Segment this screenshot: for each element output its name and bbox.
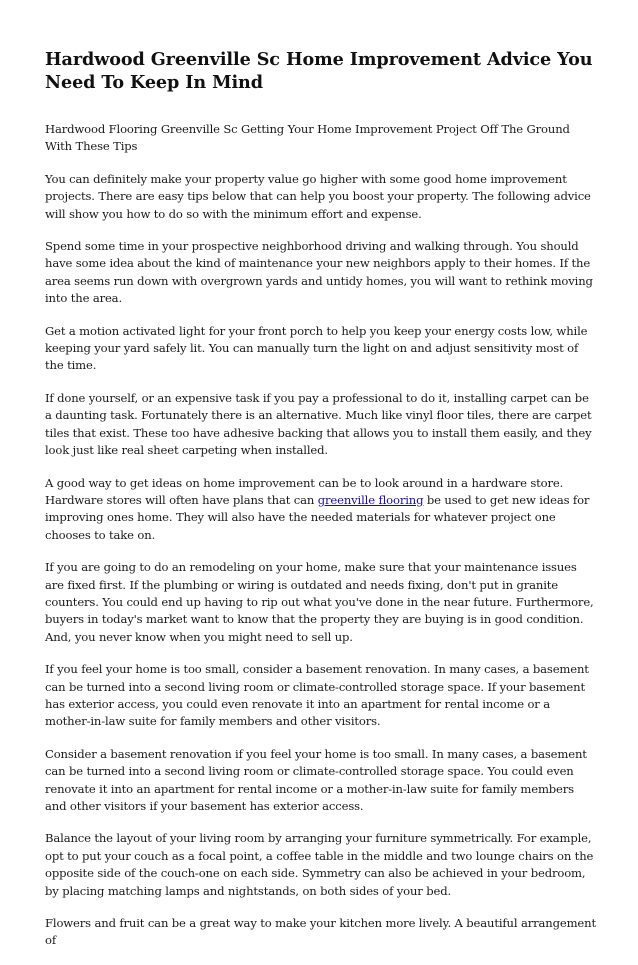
intro-paragraph: You can definitely make your property value go higher with some good home improvement projects. There are easy tips below that can help you boost your property. The following advice will show you how to do so with the minimum effort and expense.: [45, 171, 591, 221]
living-room-paragraph: Balance the layout of your living room by arranging your furniture symmetrically. For example, opt to put your couch as a focal point, a coffee table in the middle and two lounge chairs on the opposite side of the couch-one on each side. Symmetry can also be achieved in your bedroom, by placing matching lamps and nightstands, on both sides of your bed.: [45, 831, 594, 898]
document-page: [45, 48, 597, 965]
carpet-paragraph: If done yourself, or an expensive task if you pay a professional to do it, installing carpet can be a daunting task. Fortunately there is an alternative. Much like vinyl floor tiles, there are carpet tiles that exist. These too have adhesive backing that allows you to install them easily, and they look just like real sheet carpeting when installed.: [45, 390, 592, 458]
kitchen-paragraph: Flowers and fruit can be a great way to make your kitchen more lively. A beautiful arrangement of: [45, 916, 596, 948]
document-title: Hardwood Greenville Sc Home Improvement Advice You Need To Keep In Mind: [45, 49, 593, 93]
subtitle-paragraph: Hardwood Flooring Greenville Sc Getting Your Home Improvement Project Off The Ground With These Tips: [45, 122, 570, 154]
motion-light-paragraph: Get a motion activated light for your front porch to help you keep your energy costs low, while keeping your yard safely lit. You can manually turn the light on and adjust sensitivity most of the time.: [45, 323, 588, 373]
hardware-store-paragraph: [45, 475, 597, 545]
neighborhood-paragraph: Spend some time in your prospective neighborhood driving and walking through. You should have some idea about the kind of maintenance your new neighbors apply to their homes. If the area seems run down with overgrown yards and untidy homes, you will want to rethink moving into the area.: [45, 239, 593, 306]
hardware-store-text-before: A good way to get ideas on home improvement can be to look around in a hardware store. Hardware stores will often have plans that can: [45, 475, 564, 507]
greenville-flooring-link[interactable]: greenville flooring: [317, 492, 424, 507]
basement-paragraph: If you feel your home is too small, consider a basement renovation. In many cases, a basement can be turned into a second living room or climate-controlled storage space. If your basement has exterior access, you could even renovate it into an apartment for rental income or a mother-in-law suite for family members and other visitors.: [45, 662, 589, 729]
basement-renovation-paragraph: Consider a basement renovation if you feel your home is too small. In many cases, a basement can be turned into a second living room or climate-controlled storage space. You could even renovate it into an apartment for rental income or a mother-in-law suite for family members and other visitors if your basement has exterior access.: [45, 746, 587, 813]
remodeling-paragraph: If you are going to do an remodeling on your home, make sure that your maintenance issues are fixed first. If the plumbing or wiring is outdated and needs fixing, don't put in granite counters. You could end up having to rip out what you've done in the near future. Furthermore, buyers in today's market want to know that the property they are buying is in good condition. And, you never know when you might need to sell up.: [45, 560, 594, 644]
hardware-store-text-after: be used to get new ideas for improving ones home. They will also have the needed materials for whatever project one chooses to take on.: [45, 492, 590, 542]
